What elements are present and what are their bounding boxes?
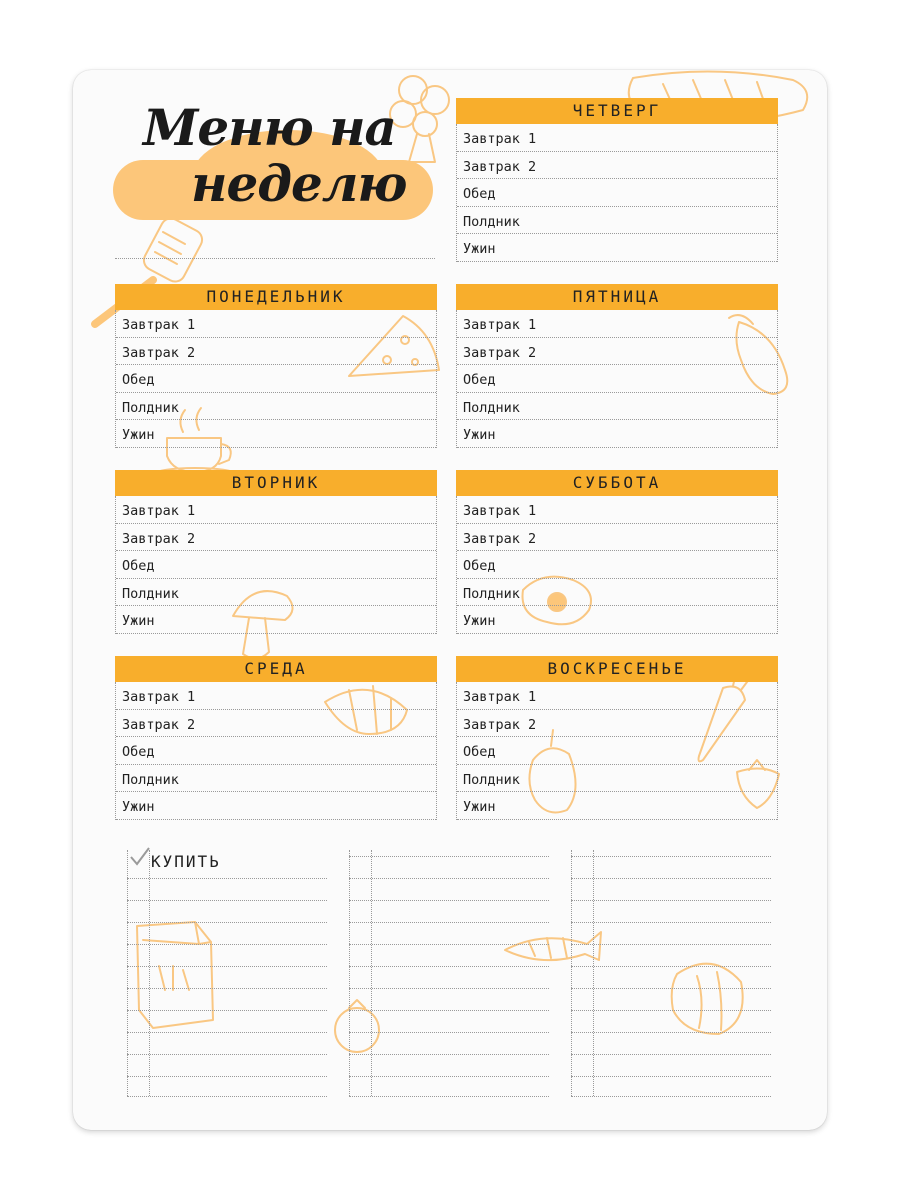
meal-row[interactable]: Обед (457, 551, 777, 579)
meal-row[interactable]: Ужин (116, 792, 436, 820)
meal-row[interactable]: Полдник (457, 393, 777, 421)
day-header: СУББОТА (456, 470, 778, 496)
day-meal-list (456, 682, 778, 820)
shopping-column-2[interactable] (349, 850, 549, 1096)
meal-row[interactable]: Ужин (116, 420, 436, 448)
meal-row[interactable]: Завтрак 2 (457, 524, 777, 552)
day-meal-list (115, 682, 437, 820)
meal-row[interactable]: Ужин (457, 420, 777, 448)
meal-row[interactable]: Полдник (116, 579, 436, 607)
meal-row[interactable]: Полдник (116, 393, 436, 421)
meal-row[interactable]: Завтрак 1 (116, 496, 436, 524)
meal-row[interactable]: Завтрак 1 (457, 496, 777, 524)
meal-row[interactable]: Завтрак 1 (457, 124, 777, 152)
day-meal-list (456, 496, 778, 634)
meal-row[interactable]: Ужин (457, 792, 777, 820)
day-header: ВОСКРЕСЕНЬЕ (456, 656, 778, 682)
page-title (143, 100, 443, 212)
meal-row[interactable]: Обед (457, 365, 777, 393)
title-divider (115, 258, 435, 259)
meal-row[interactable]: Завтрак 1 (457, 310, 777, 338)
day-meal-list (456, 124, 778, 262)
day-block-friday (456, 284, 778, 452)
meal-row[interactable]: Завтрак 2 (457, 710, 777, 738)
meal-row[interactable]: Завтрак 2 (457, 338, 777, 366)
meal-row[interactable]: Ужин (457, 234, 777, 262)
day-header: СРЕДА (115, 656, 437, 682)
meal-row[interactable]: Полдник (457, 579, 777, 607)
day-block-monday (115, 284, 437, 452)
shopping-column-3[interactable] (571, 850, 771, 1096)
day-meal-list (115, 310, 437, 448)
meal-row[interactable]: Завтрак 1 (116, 682, 436, 710)
day-header: ВТОРНИК (115, 470, 437, 496)
day-header: ЧЕТВЕРГ (456, 98, 778, 124)
day-block-thursday (456, 98, 778, 266)
shopping-column-1[interactable] (127, 850, 327, 1096)
meal-row[interactable]: Завтрак 2 (457, 152, 777, 180)
meal-row[interactable]: Обед (116, 737, 436, 765)
day-header: ПОНЕДЕЛЬНИК (115, 284, 437, 310)
day-meal-list (115, 496, 437, 634)
day-block-wednesday (115, 656, 437, 824)
meal-row[interactable]: Обед (116, 551, 436, 579)
meal-row[interactable]: Завтрак 1 (457, 682, 777, 710)
meal-row[interactable]: Ужин (116, 606, 436, 634)
day-block-tuesday (115, 470, 437, 638)
meal-row[interactable]: Полдник (116, 765, 436, 793)
meal-row[interactable]: Завтрак 2 (116, 710, 436, 738)
title-line-2: неделю (191, 154, 407, 213)
meal-row[interactable]: Завтрак 1 (116, 310, 436, 338)
meal-row[interactable]: Полдник (457, 765, 777, 793)
day-header: ПЯТНИЦА (456, 284, 778, 310)
day-meal-list (456, 310, 778, 448)
menu-sheet (73, 70, 827, 1130)
meal-row[interactable]: Завтрак 2 (116, 338, 436, 366)
day-block-sunday (456, 656, 778, 824)
meal-row[interactable]: Обед (457, 179, 777, 207)
meal-row[interactable]: Завтрак 2 (116, 524, 436, 552)
meal-row[interactable]: Обед (116, 365, 436, 393)
title-line-1: Меню на (143, 98, 396, 157)
meal-row[interactable]: Полдник (457, 207, 777, 235)
shopping-title: КУПИТЬ (151, 852, 221, 871)
meal-row[interactable]: Ужин (457, 606, 777, 634)
meal-row[interactable]: Обед (457, 737, 777, 765)
day-block-saturday (456, 470, 778, 638)
